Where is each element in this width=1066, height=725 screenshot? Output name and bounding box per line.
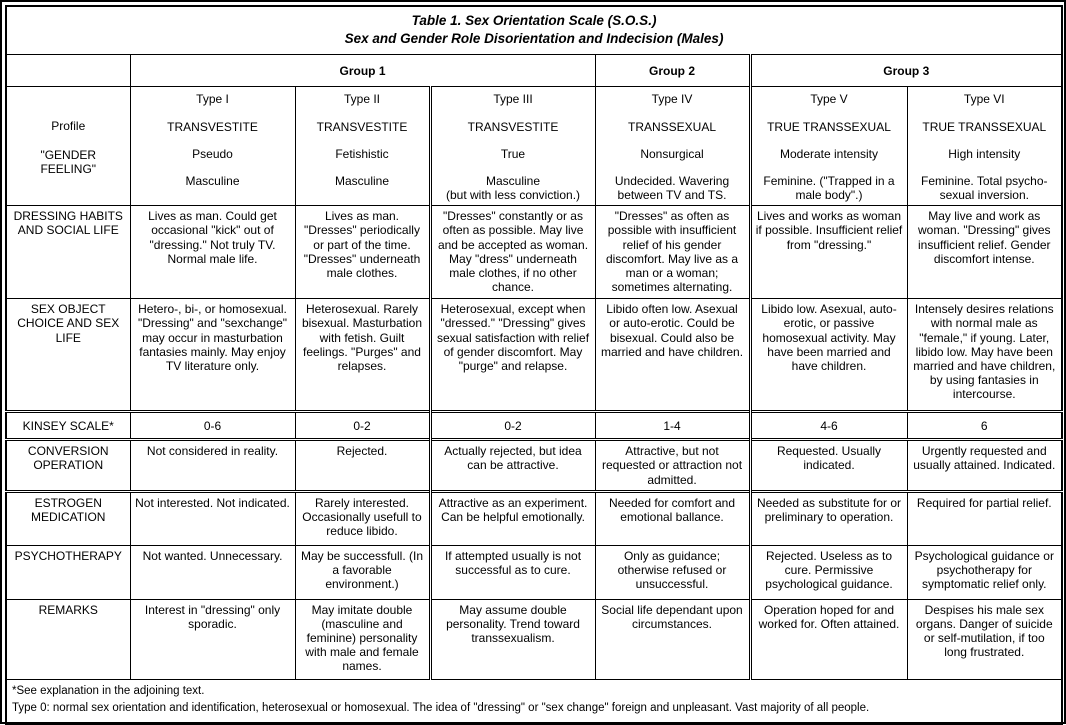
table-row-estrogen-medication [6, 491, 1062, 545]
table-cell: Social life dependant upon circumstances. [595, 599, 750, 679]
footnote-row [6, 679, 1062, 724]
row-label: REMARKS [6, 599, 130, 679]
table-subtitle: Sex and Gender Role Disorientation and Indecision (Males) [344, 31, 724, 47]
type-number: Type VI [963, 92, 1005, 107]
type-5-header [750, 87, 907, 206]
row-label: SEX OBJECT CHOICE AND SEX LIFE [6, 299, 130, 412]
type-feeling: Masculine [334, 173, 390, 188]
table-cell: Lives and works as woman if possible. Insufficient relief from "dressing." [750, 206, 907, 299]
table-cell: Hetero-, bi-, or homosexual. "Dressing" and "sexchange" may occur in masturbation fantasies mainly. May enjoy TV literature only. [130, 299, 295, 412]
row-label: ESTROGEN MEDICATION [6, 491, 130, 545]
type-4-header [595, 87, 750, 206]
table-cell: Libido low. Asexual, auto-erotic, or passive homosexual activity. May have been married and have children. [750, 299, 907, 412]
table-cell: 0-2 [295, 412, 430, 440]
type-3-header [430, 87, 595, 206]
title-row [6, 6, 1062, 55]
table-cell: Interest in "dressing" only sporadic. [130, 599, 295, 679]
table-cell: May imitate double (masculine and feminine) personality with male and female names. [295, 599, 430, 679]
footnote-cell [6, 679, 1062, 724]
type-name: TRUE TRANSSEXUAL [922, 119, 1047, 134]
table-cell: Rejected. Useless as to cure. Permissive psychological guidance. [750, 545, 907, 599]
type-feeling-cont: (but with less conviction.) [445, 188, 581, 203]
row-label: PSYCHOTHERAPY [6, 545, 130, 599]
table-cell: If attempted usually is not successful as to cure. [430, 545, 595, 599]
table-title: Table 1. Sex Orientation Scale (S.O.S.) [411, 13, 657, 28]
table-cell: Needed as substitute for or preliminary to operation. [750, 491, 907, 545]
title-cell [6, 6, 1062, 55]
table-cell: Libido often low. Asexual or auto-erotic. Could be bisexual. Could also be married and have children. [595, 299, 750, 412]
table-cell: Attractive as an experiment. Can be helpful emotionally. [430, 491, 595, 545]
type-name: TRANSVESTITE [316, 119, 408, 134]
row-label: DRESSING HABITS AND SOCIAL LIFE [6, 206, 130, 299]
group-header-row [6, 55, 1062, 87]
gender-feeling-label: "GENDER FEELING" [40, 147, 97, 176]
type-feeling: Feminine. ("Trapped in a male body".) [763, 173, 895, 203]
footnote-type0: Type 0: normal sex orientation and identification, heterosexual or homosexual. The idea of "dressing" or "sex change" foreign and unpleasant. Vast majority of all people. [12, 701, 870, 714]
table-cell: 0-2 [430, 412, 595, 440]
table-cell: Despises his male sex organs. Danger of suicide or self-mutilation, if too long frustrated. [907, 599, 1062, 679]
row-label: KINSEY SCALE* [6, 412, 130, 440]
type-number: Type I [196, 92, 229, 107]
table-row-conversion-operation [6, 440, 1062, 491]
group-1-header: Group 1 [130, 55, 595, 87]
table-cell: May assume double personality. Trend toward transsexualism. [430, 599, 595, 679]
table-cell: Not considered in reality. [130, 440, 295, 491]
group-2-header: Group 2 [595, 55, 750, 87]
table-cell: Operation hoped for and worked for. Often attained. [750, 599, 907, 679]
type-number: Type II [343, 92, 381, 107]
type-name: TRANSVESTITE [167, 119, 258, 134]
table-row-remarks [6, 599, 1062, 679]
table-cell: Only as guidance; otherwise refused or unsuccessful. [595, 545, 750, 599]
type-variant: Fetishistic [335, 146, 389, 161]
table-cell: Needed for comfort and emotional ballance. [595, 491, 750, 545]
type-feeling: Feminine. Total psycho-sexual inversion. [921, 173, 1048, 203]
table-cell: Rarely interested. Occasionally usefull to reduce libido. [295, 491, 430, 545]
table-cell: Lives as man. "Dresses" periodically or part of the time. "Dresses" underneath male clothes. [295, 206, 430, 299]
type-variant: Moderate intensity [779, 146, 879, 161]
table-cell: Psychological guidance or psychotherapy for symptomatic relief only. [907, 545, 1062, 599]
type-name: TRANSVESTITE [467, 119, 559, 134]
table-row-psychotherapy [6, 545, 1062, 599]
type-2-header [295, 87, 430, 206]
table-cell: Heterosexual, except when "dressed." "Dressing" gives sexual satisfaction with relief of gender discomfort. May "purge" and relapse. [430, 299, 595, 412]
table-cell: Attractive, but not requested or attraction not admitted. [595, 440, 750, 491]
table-cell: 0-6 [130, 412, 295, 440]
table-row-sex-object-choice [6, 299, 1062, 412]
sos-table [5, 5, 1063, 725]
corner-cell [6, 55, 130, 87]
table-cell: 4-6 [750, 412, 907, 440]
group-3-header: Group 3 [750, 55, 1062, 87]
table-cell: 6 [907, 412, 1062, 440]
table-row-kinsey-scale [6, 412, 1062, 440]
profile-header-row [6, 87, 1062, 206]
table-cell: Not wanted. Unnecessary. [130, 545, 295, 599]
type-number: Type IV [651, 92, 693, 107]
profile-label: Profile [51, 119, 86, 134]
table-cell: Heterosexual. Rarely bisexual. Masturbation with fetish. Guilt feelings. "Purges" and relapses. [295, 299, 430, 412]
table-cell: Lives as man. Could get occasional "kick" out of "dressing." Not truly TV. Normal male life. [130, 206, 295, 299]
footnote-asterisk: *See explanation in the adjoining text. [12, 684, 205, 697]
type-variant: High intensity [948, 146, 1021, 161]
table-cell: May live and work as woman. "Dressing" gives insufficient relief. Gender discomfort intense. [907, 206, 1062, 299]
table-cell: Actually rejected, but idea can be attractive. [430, 440, 595, 491]
table-cell: Urgently requested and usually attained. Indicated. [907, 440, 1062, 491]
type-variant: Nonsurgical [640, 146, 704, 161]
type-variant: True [500, 146, 526, 161]
table-row-dressing-habits [6, 206, 1062, 299]
row-label: CONVERSION OPERATION [6, 440, 130, 491]
table-cell: "Dresses" constantly or as often as possible. May live and be accepted as woman. May "dress" underneath male clothes, if no other chance. [430, 206, 595, 299]
type-number: Type III [493, 92, 533, 107]
table-cell: 1-4 [595, 412, 750, 440]
table-cell: Required for partial relief. [907, 491, 1062, 545]
table-cell: Intensely desires relations with normal male as "female," if young. Later, libido low. May have been married and have children, by using fantasies in intercourse. [907, 299, 1062, 412]
table-cell: Not interested. Not indicated. [130, 491, 295, 545]
table-cell: "Dresses" as often as possible with insufficient relief of his gender discomfort. May live as a man or a woman; sometimes alternating. [595, 206, 750, 299]
type-number: Type V [810, 92, 848, 107]
table-cell: May be successfull. (In a favorable environment.) [295, 545, 430, 599]
type-name: TRANSSEXUAL [627, 119, 717, 134]
table-cell: Requested. Usually indicated. [750, 440, 907, 491]
profile-row-label [6, 87, 130, 206]
type-name: TRUE TRANSSEXUAL [767, 119, 891, 134]
type-feeling: Undecided. Wavering between TV and TS. [614, 173, 730, 203]
type-feeling: Masculine [485, 173, 541, 188]
type-6-header [907, 87, 1062, 206]
table-cell: Rejected. [295, 440, 430, 491]
type-1-header [130, 87, 295, 206]
type-variant: Pseudo [192, 146, 233, 161]
type-feeling: Masculine [185, 173, 240, 188]
